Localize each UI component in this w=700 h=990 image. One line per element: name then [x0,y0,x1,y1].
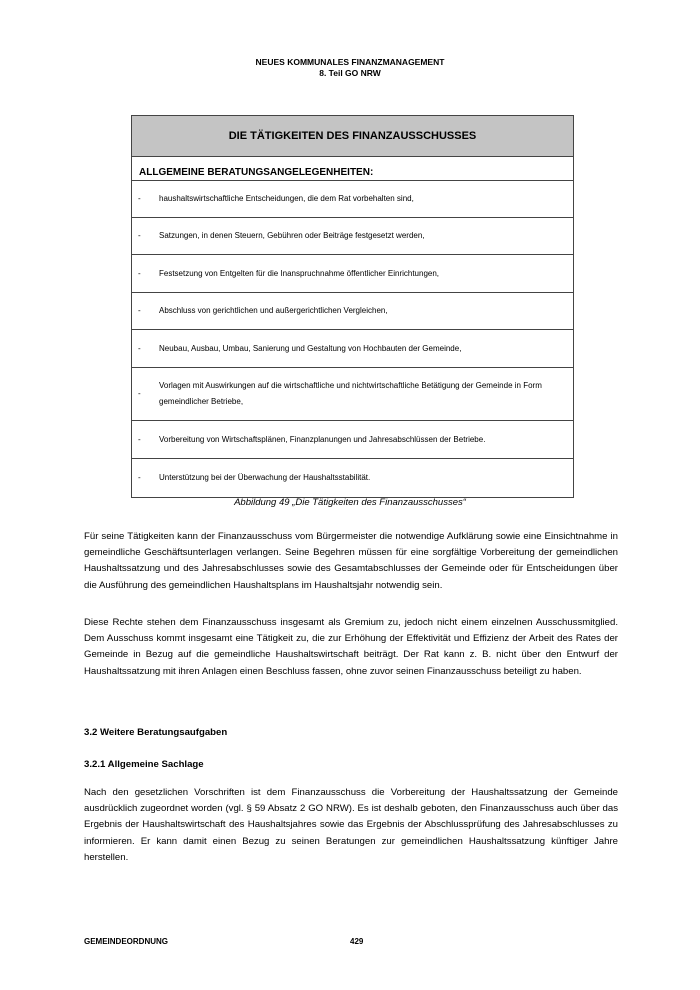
list-item-text: Satzungen, in denen Steuern, Gebühren oder Beiträge festgesetzt werden, [159,231,425,240]
header-title: NEUES KOMMUNALES FINANZMANAGEMENT [255,57,445,67]
bullet: - [138,231,141,240]
figure-title: DIE TÄTIGKEITEN DES FINANZAUSSCHUSSES [132,116,573,157]
paragraph: Diese Rechte stehen dem Finanzausschuss insgesamt als Gremium zu, jedoch nicht einem einzelnen Ausschussmitglied. Dem Ausschuss kommt insgesamt eine Tätigkeit zu, die zur Erhöhung der Effektivität und Effizienz der Arbeit des Rates der Gemeinde in Bezug auf die gemeindliche Haushaltswirtschaft beiträgt. Der Rat kann z. B. nicht über den Entwurf der Haushaltssatzung mit ihren Anlagen einen Beschluss fassen, ohne zuvor seinen Finanzausschuss beteiligt zu haben. [84,617,618,677]
page-number: 429 [350,937,364,946]
header-subtitle: 8. Teil GO NRW [319,68,381,78]
list-item [132,330,573,368]
list-item [132,293,573,330]
list-item-text: Festsetzung von Entgelten für die Inanspruchnahme öffentlicher Einrichtungen, [159,268,440,278]
list-item-text: Vorlagen mit Auswirkungen auf die wirtschaftliche und nichtwirtschaftliche Betätigung der Gemeinde in Form gemeindlicher Betriebe, [159,381,542,406]
figure-subtitle: ALLGEMEINE BERATUNGSANGELEGENHEITEN: [132,157,573,181]
figure-box [131,115,574,498]
bullet: - [138,434,141,444]
list-item-text: Unterstützung bei der Überwachung der Haushaltsstabilität. [159,473,371,482]
list-item-text: Abschluss von gerichtlichen und außergerichtlichen Vergleichen, [159,306,388,315]
list-item-text: Vorbereitung von Wirtschaftsplänen, Finanzplanungen und Jahresabschlüssen der Betriebe. [159,434,486,444]
bullet: - [138,194,141,203]
bullet: - [138,268,141,278]
bullet: - [138,306,141,315]
section-heading: 3.2 Weitere Beratungsaufgaben [84,727,228,738]
list-item [132,368,573,421]
list-item [132,181,573,218]
paragraph: Für seine Tätigkeiten kann der Finanzausschuss vom Bürgermeister die notwendige Aufklärung sowie eine Einsichtnahme in gemeindliche Geschäftsunterlagen verlangen. Seine Begehren müssen für eine sorgfältige Vorbereitung der gemeindlichen Haushaltssatzung und des Jahresabschlusses sowie des Gesamtabschlusses der Gemeinde oder für Entscheidungen über die Ausführung des gemeindlichen Haushaltsplans im Haushaltsjahr notwendig sein. [84,531,618,591]
list-item-text: Neubau, Ausbau, Umbau, Sanierung und Gestaltung von Hochbauten der Gemeinde, [159,343,462,353]
list-item [132,255,573,293]
bullet: - [138,473,141,482]
footer-label: GEMEINDEORDNUNG [84,937,169,946]
running-header [0,57,700,79]
bullet: - [138,343,141,353]
paragraph: Nach den gesetzlichen Vorschriften ist dem Finanzausschuss die Vorbereitung der Haushaltssatzung der Gemeinde ausdrücklich zugeordnet worden (vgl. § 59 Absatz 2 GO NRW). Es ist deshalb geboten, den Finanzausschuss auch über das Ergebnis der Haushaltswirtschaft des Haushaltsjahres sowie das Ergebnis der Abschlussprüfung des Jahresabschlusses zu informieren. Er kann damit einen Bezug zu seinen Beratungen zur gemeindlichen Haushaltssatzung künftiger Jahre herstellen. [84,787,618,863]
list-item [132,218,573,255]
list-item-text: haushaltswirtschaftliche Entscheidungen, die dem Rat vorbehalten sind, [159,194,414,203]
list-item [132,421,573,459]
figure-caption: Abbildung 49 „Die Tätigkeiten des Finanzausschusses“ [234,497,466,508]
subsection-heading: 3.2.1 Allgemeine Sachlage [84,759,204,770]
bullet: - [138,389,141,398]
list-item [132,459,573,497]
